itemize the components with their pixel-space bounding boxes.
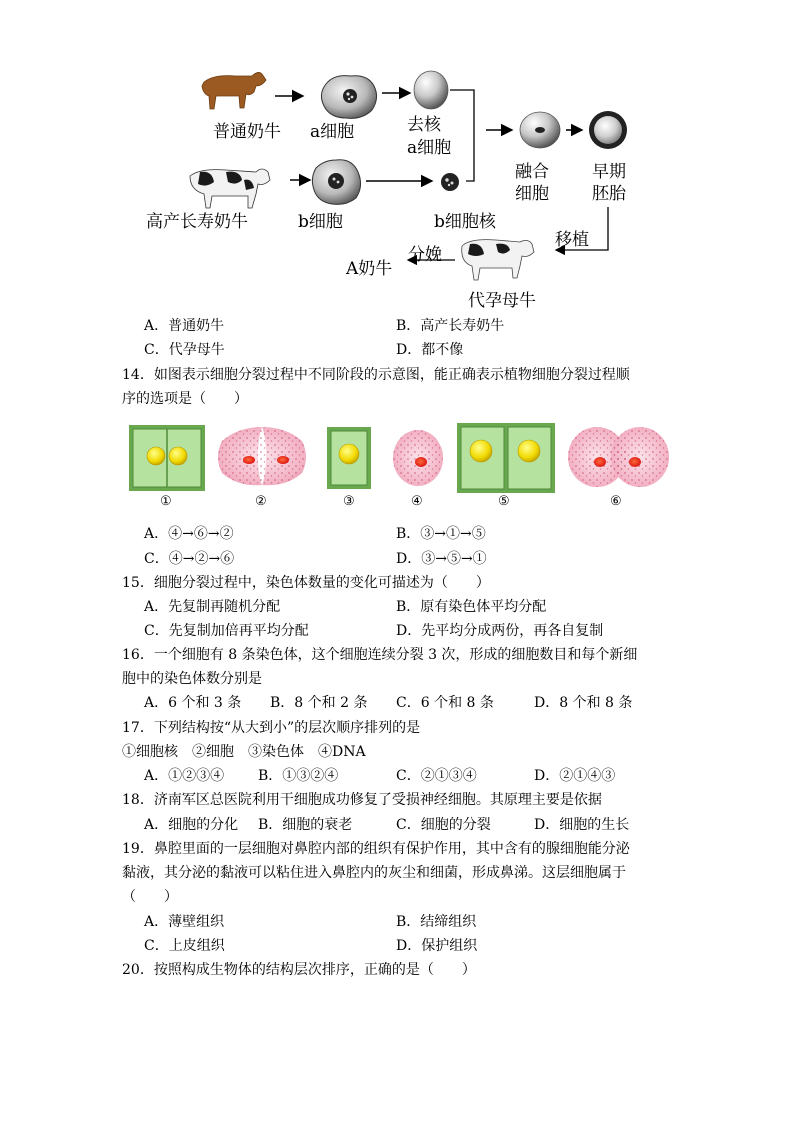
- figure-1-plant-cell-dividing: [129, 425, 205, 491]
- label-a-cow: A奶牛: [346, 259, 393, 279]
- q17-option-d[interactable]: D．②①④③: [534, 768, 616, 784]
- q15-option-d[interactable]: D．先平均分成两份，再各自复制: [396, 623, 604, 639]
- q13-option-b[interactable]: B．高产长寿奶牛: [396, 318, 505, 334]
- q18-option-d[interactable]: D．细胞的生长: [534, 817, 630, 833]
- q13-option-d[interactable]: D．都不像: [396, 342, 464, 358]
- label-birth: 分娩: [408, 245, 442, 265]
- surrogate-cow-icon: [462, 240, 534, 280]
- q16-option-b[interactable]: B．8 个和 2 条: [270, 695, 368, 711]
- figure-5-two-plant-cells: [457, 423, 555, 493]
- figure-number-1: ①: [160, 494, 172, 509]
- join-line: [450, 90, 474, 181]
- q19-option-a[interactable]: A．薄壁组织: [144, 914, 225, 930]
- figure-number-2: ②: [255, 494, 267, 509]
- q13-option-c[interactable]: C．代孕母牛: [144, 342, 225, 358]
- q19-option-d[interactable]: D．保护组织: [396, 938, 478, 954]
- q18-option-b[interactable]: B．细胞的衰老: [258, 817, 353, 833]
- q14-option-a[interactable]: A．④→⑥→②: [144, 526, 234, 542]
- q14-stem-line1: 14．如图表示细胞分裂过程中不同阶段的示意图，能正确表示植物细胞分裂过程顺: [122, 367, 630, 383]
- label-b-nucleus: b细胞核: [434, 212, 496, 232]
- figure-3-plant-cell: [327, 427, 371, 489]
- enucleated-cell-icon: [414, 71, 448, 109]
- q19-stem-line2: 黏液，其分泌的黏液可以粘住进入鼻腔内的灰尘和细菌，形成鼻涕。这层细胞属于: [122, 865, 626, 881]
- q18-option-a[interactable]: A．细胞的分化: [144, 817, 239, 833]
- label-fused-2: 细胞: [515, 184, 549, 204]
- q16-stem-line1: 16．一个细胞有 8 条染色体，这个细胞连续分裂 3 次，形成的细胞数目和每个新细: [122, 647, 638, 663]
- q19-stem-line1: 19．鼻腔里面的一层细胞对鼻腔内部的组织有保护作用，其中含有的腺细胞能分泌: [122, 841, 630, 857]
- q16-option-d[interactable]: D．8 个和 8 条: [534, 695, 633, 711]
- common-cow-icon: [202, 72, 266, 109]
- figure-number-6: ⑥: [610, 494, 622, 509]
- label-embryo-1: 早期: [592, 162, 626, 182]
- q18-option-c[interactable]: C．细胞的分裂: [396, 817, 491, 833]
- q14-option-b[interactable]: B．③→①→⑤: [396, 526, 486, 542]
- q15-option-c[interactable]: C．先复制加倍再平均分配: [144, 623, 309, 639]
- cloning-diagram: [0, 0, 793, 310]
- q15-option-a[interactable]: A．先复制再随机分配: [144, 599, 281, 615]
- q14-option-c[interactable]: C．④→②→⑥: [144, 551, 235, 567]
- label-embryo-2: 胚胎: [592, 184, 626, 204]
- figure-2-animal-cell-dividing: [218, 427, 306, 485]
- q15-stem: 15．细胞分裂过程中，染色体数量的变化可描述为（ ）: [122, 575, 490, 591]
- b-nucleus-icon: [441, 173, 459, 191]
- label-common-cow: 普通奶牛: [213, 122, 281, 142]
- q17-option-c[interactable]: C．②①③④: [396, 768, 477, 784]
- label-b-cell: b细胞: [298, 212, 343, 232]
- label-a-cell: a细胞: [310, 122, 355, 142]
- label-surrogate: 代孕母牛: [468, 291, 536, 311]
- label-fused-1: 融合: [515, 162, 549, 182]
- cell-division-figure: [0, 415, 793, 495]
- early-embryo-icon: [589, 111, 627, 149]
- label-transplant: 移植: [555, 230, 589, 250]
- q19-stem-line3: （ ）: [122, 889, 178, 905]
- figure-4-animal-cell: [393, 430, 443, 486]
- label-high-yield-cow: 高产长寿奶牛: [146, 212, 248, 232]
- q16-stem-line2: 胞中的染色体数分别是: [122, 671, 262, 687]
- q14-option-d[interactable]: D．③→⑤→①: [396, 551, 487, 567]
- figure-number-4: ④: [411, 494, 423, 509]
- q17-option-b[interactable]: B．①③②④: [258, 768, 339, 784]
- q18-stem: 18．济南军区总医院利用干细胞成功修复了受损神经细胞。其原理主要是依据: [122, 792, 602, 808]
- q19-option-b[interactable]: B．结缔组织: [396, 914, 477, 930]
- fused-cell-icon: [520, 112, 560, 148]
- q15-option-b[interactable]: B．原有染色体平均分配: [396, 599, 547, 615]
- figure-number-3: ③: [343, 494, 355, 509]
- label-enucleated-2: a细胞: [407, 138, 452, 158]
- high-yield-cow-icon: [190, 169, 270, 208]
- q14-stem-line2: 序的选项是（ ）: [122, 391, 248, 407]
- label-enucleated-1: 去核: [407, 115, 441, 135]
- q17-items: ①细胞核 ②细胞 ③染色体 ④DNA: [122, 744, 366, 760]
- q19-option-c[interactable]: C．上皮组织: [144, 938, 225, 954]
- q16-option-a[interactable]: A．6 个和 3 条: [144, 695, 242, 711]
- q17-stem: 17．下列结构按“从大到小”的层次顺序排列的是: [122, 720, 421, 736]
- a-cell-icon: [321, 76, 376, 119]
- figure-number-5: ⑤: [498, 494, 510, 509]
- figure-6-two-animal-cells: [568, 427, 669, 487]
- q20-stem: 20．按照构成生物体的结构层次排序，正确的是（ ）: [122, 962, 476, 978]
- q13-option-a[interactable]: A．普通奶牛: [144, 318, 225, 334]
- b-cell-icon: [312, 160, 360, 205]
- q17-option-a[interactable]: A．①②③④: [144, 768, 225, 784]
- q16-option-c[interactable]: C．6 个和 8 条: [396, 695, 494, 711]
